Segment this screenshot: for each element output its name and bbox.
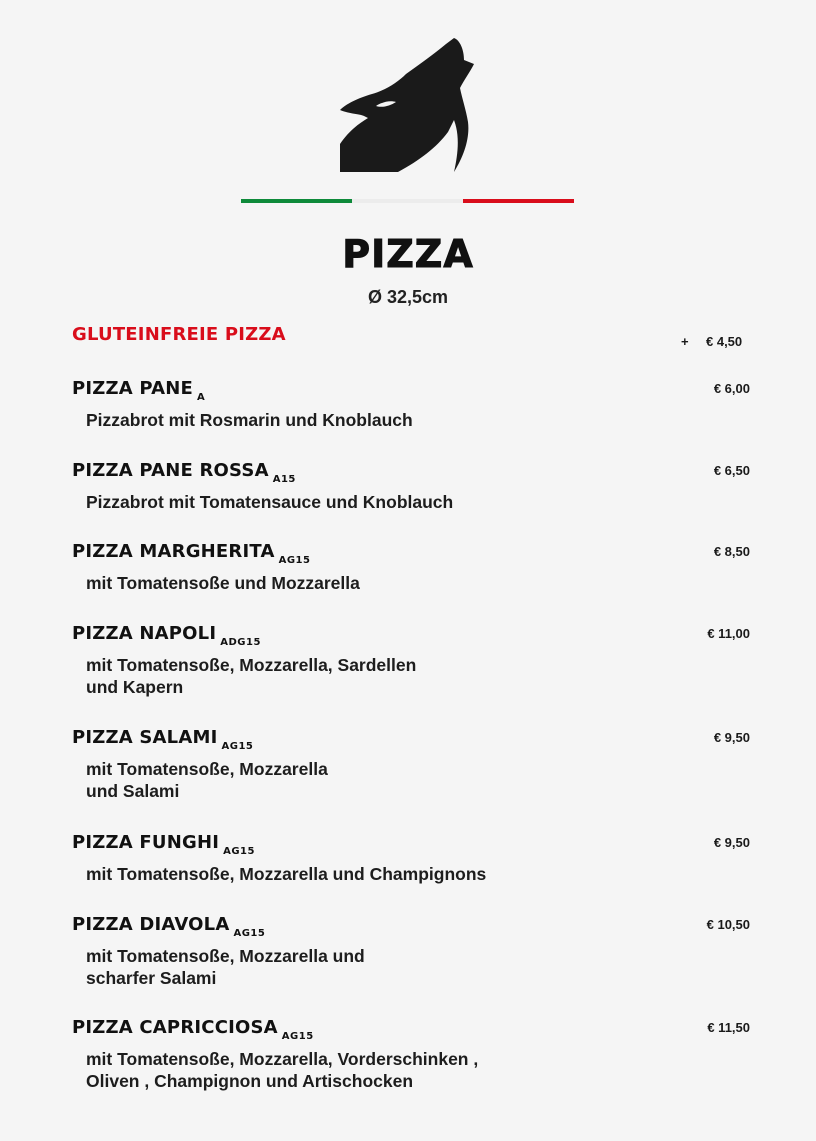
item-description: Pizzabrot mit Rosmarin und Knoblauch [86, 410, 413, 430]
menu-item-napoli [72, 623, 762, 698]
item-name: PIZZA CAPRICCIOSA $_{AG15}$ [72, 1017, 314, 1042]
item-description: mit Tomatensoße, Mozzarella, Sardellen und Kapern [86, 655, 417, 697]
item-price: € 6,50 [713, 463, 750, 478]
pizza-diameter: Ø 32,5cm [367, 287, 449, 307]
item-description: mit Tomatensoße und Mozzarella [86, 573, 360, 593]
item-price: € 6,00 [713, 381, 750, 396]
menu-item-margherita [72, 541, 762, 594]
menu-item-diavola [72, 914, 762, 989]
item-price: € 10,50 [706, 917, 750, 932]
allergen-codes: AG15 [281, 1031, 314, 1042]
menu-item-funghi [72, 832, 762, 885]
item-name: PIZZA SALAMI $_{AG15}$ [72, 727, 254, 752]
allergen-codes: AG15 [223, 846, 255, 857]
howling-wolf-icon [336, 36, 480, 178]
allergen-codes: AG15 [233, 928, 266, 939]
menu-item-pane [72, 378, 762, 431]
page-title: PIZZA [342, 232, 474, 276]
item-name: PIZZA NAPOLI $_{ADG15}$ [72, 623, 261, 648]
item-description: mit Tomatensoße, Mozzarella und Champignons [86, 864, 487, 884]
allergen-codes: AG15 [221, 741, 254, 752]
item-price: € 9,50 [713, 730, 750, 745]
allergen-codes: ADG15 [220, 637, 261, 648]
item-name: PIZZA PANE $_A$ [72, 378, 206, 403]
flag-stripe-white [352, 199, 463, 203]
gluten-free-plus: + [681, 334, 689, 349]
menu-item-pane-rossa [72, 460, 762, 513]
item-description: Pizzabrot mit Tomatensauce und Knoblauch [86, 492, 454, 512]
allergen-codes: AG15 [278, 555, 311, 566]
item-description: mit Tomatensoße, Mozzarella, Vorderschinken , Oliven , Champignon und Artischocken [86, 1049, 479, 1091]
allergen-codes: A15 [272, 474, 296, 485]
menu-item-salami [72, 727, 762, 802]
flag-stripe-red [463, 199, 574, 203]
item-price: € 11,50 [707, 1020, 750, 1035]
item-name: PIZZA MARGHERITA $_{AG15}$ [72, 541, 311, 566]
item-price: € 8,50 [713, 544, 750, 559]
item-description: mit Tomatensoße, Mozzarella und Salami [86, 759, 328, 801]
item-name: PIZZA FUNGHI $_{AG15}$ [72, 832, 255, 857]
menu-item-capricciosa [72, 1017, 762, 1092]
item-name: PIZZA PANE ROSSA $_{A15}$ [72, 460, 296, 485]
item-description: mit Tomatensoße, Mozzarella und scharfer Salami [86, 946, 365, 988]
gluten-free-label: GLUTEINFREIE PIZZA [72, 324, 286, 345]
item-price: € 9,50 [713, 835, 750, 850]
flag-stripe-green [241, 199, 352, 203]
item-price: € 11,00 [707, 626, 750, 641]
gluten-free-price: € 4,50 [706, 334, 743, 349]
allergen-codes: A [197, 392, 206, 403]
item-name: PIZZA DIAVOLA $_{AG15}$ [72, 914, 266, 939]
